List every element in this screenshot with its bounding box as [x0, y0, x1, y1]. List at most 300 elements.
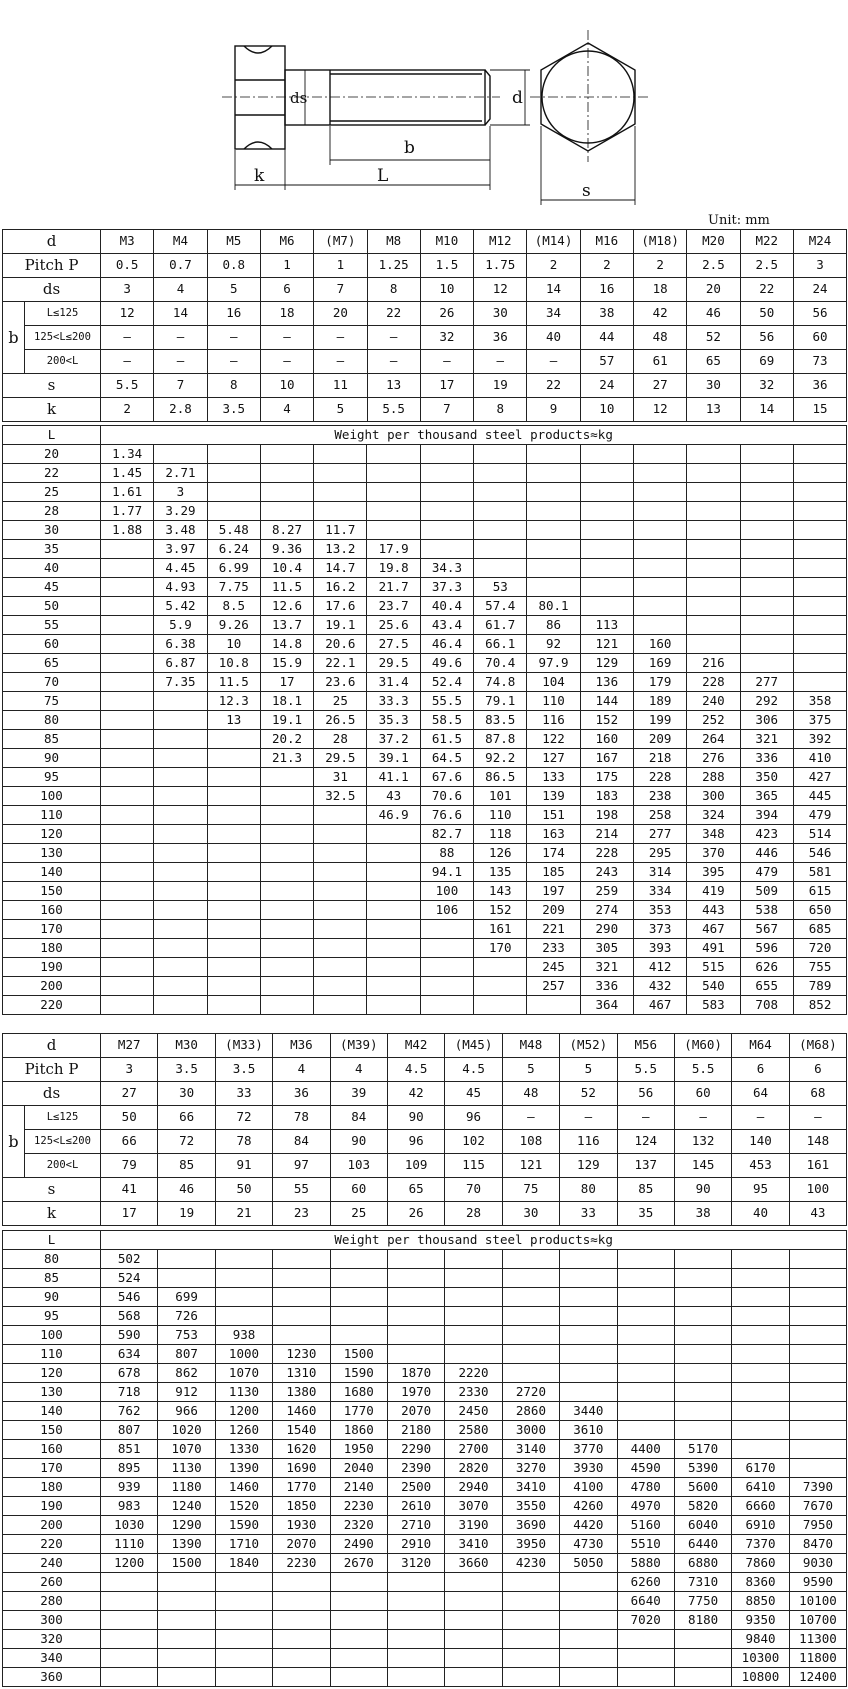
- weight-cell: [260, 958, 313, 977]
- weight-cell: 14.7: [314, 559, 367, 578]
- weight-cell: 1070: [215, 1364, 272, 1383]
- b-label: b: [3, 302, 25, 374]
- weight-cell: 3660: [445, 1554, 502, 1573]
- weight-table-1: [2, 425, 847, 1015]
- spec-value: —: [420, 350, 473, 374]
- weight-row: [3, 1345, 847, 1364]
- spec-value: 5: [314, 398, 367, 422]
- weight-cell: 104: [527, 673, 580, 692]
- weight-cell: 300: [687, 787, 740, 806]
- spec-value: 453: [732, 1154, 789, 1178]
- length-cell: 220: [3, 996, 101, 1015]
- weight-cell: 15.9: [260, 654, 313, 673]
- weight-cell: 160: [580, 730, 633, 749]
- weight-row: [3, 1611, 847, 1630]
- length-cell: 60: [3, 635, 101, 654]
- spec-value: 5.5: [367, 398, 420, 422]
- weight-cell: [101, 806, 154, 825]
- weight-cell: 92: [527, 635, 580, 654]
- spec-value: —: [674, 1106, 731, 1130]
- weight-cell: [367, 901, 420, 920]
- weight-cell: 258: [633, 806, 686, 825]
- length-cell: 340: [3, 1649, 101, 1668]
- spec-value: 46: [687, 302, 740, 326]
- weight-cell: 6.24: [207, 540, 260, 559]
- weight-cell: [793, 483, 846, 502]
- weight-cell: 83.5: [474, 711, 527, 730]
- spec-value: 84: [273, 1130, 330, 1154]
- weight-cell: 3690: [502, 1516, 559, 1535]
- weight-caption-row: [3, 1231, 847, 1250]
- spec-value: —: [474, 350, 527, 374]
- weight-cell: [420, 540, 473, 559]
- weight-cell: [732, 1421, 789, 1440]
- weight-cell: 25: [314, 692, 367, 711]
- weight-cell: 546: [793, 844, 846, 863]
- weight-cell: 1930: [273, 1516, 330, 1535]
- weight-cell: 3440: [560, 1402, 617, 1421]
- length-cell: 28: [3, 502, 101, 521]
- weight-cell: 2040: [330, 1459, 387, 1478]
- weight-cell: [158, 1630, 215, 1649]
- weight-cell: [367, 464, 420, 483]
- weight-cell: [207, 787, 260, 806]
- weight-cell: 2180: [387, 1421, 444, 1440]
- spec-value: —: [617, 1106, 674, 1130]
- spec-value: 121: [502, 1154, 559, 1178]
- weight-cell: 2.71: [154, 464, 207, 483]
- weight-cell: [445, 1592, 502, 1611]
- weight-cell: 11300: [789, 1630, 847, 1649]
- weight-cell: [793, 521, 846, 540]
- weight-cell: [101, 1611, 158, 1630]
- spec-value: 3: [793, 254, 846, 278]
- weight-cell: 214: [580, 825, 633, 844]
- weight-cell: 9350: [732, 1611, 789, 1630]
- weight-cell: 9.36: [260, 540, 313, 559]
- weight-cell: [260, 806, 313, 825]
- weight-cell: [215, 1611, 272, 1630]
- weight-cell: [789, 1326, 847, 1345]
- weight-cell: [580, 597, 633, 616]
- weight-cell: 14.8: [260, 635, 313, 654]
- weight-cell: 321: [580, 958, 633, 977]
- spec-value: 5.5: [674, 1058, 731, 1082]
- weight-cell: [633, 464, 686, 483]
- spec-value: 65: [387, 1178, 444, 1202]
- weight-cell: 540: [687, 977, 740, 996]
- size-header: M42: [387, 1034, 444, 1058]
- weight-cell: 39.1: [367, 749, 420, 768]
- weight-row: [3, 787, 847, 806]
- weight-cell: [101, 559, 154, 578]
- spec-value: —: [260, 350, 313, 374]
- spec-value: 4.5: [445, 1058, 502, 1082]
- weight-cell: [215, 1630, 272, 1649]
- weight-cell: 807: [158, 1345, 215, 1364]
- weight-cell: [674, 1345, 731, 1364]
- weight-cell: 175: [580, 768, 633, 787]
- weight-cell: 3190: [445, 1516, 502, 1535]
- weight-row: [3, 464, 847, 483]
- length-cell: 75: [3, 692, 101, 711]
- size-header: M6: [260, 230, 313, 254]
- weight-cell: 169: [633, 654, 686, 673]
- spec-value: 60: [793, 326, 846, 350]
- weight-cell: [330, 1611, 387, 1630]
- weight-cell: 28: [314, 730, 367, 749]
- spec-value: 44: [580, 326, 633, 350]
- weight-cell: 52.4: [420, 673, 473, 692]
- weight-cell: [101, 996, 154, 1015]
- spec-value: 32: [740, 374, 793, 398]
- spec-value: 78: [215, 1130, 272, 1154]
- weight-cell: [687, 559, 740, 578]
- weight-cell: 3140: [502, 1440, 559, 1459]
- weight-cell: [207, 825, 260, 844]
- spec-value: 80: [560, 1178, 617, 1202]
- length-cell: 45: [3, 578, 101, 597]
- spec-value: 55: [273, 1178, 330, 1202]
- weight-cell: 4400: [617, 1440, 674, 1459]
- weight-cell: 19.8: [367, 559, 420, 578]
- weight-cell: [527, 502, 580, 521]
- spec-value: 19: [474, 374, 527, 398]
- weight-cell: [101, 958, 154, 977]
- weight-cell: 55.5: [420, 692, 473, 711]
- weight-cell: [314, 844, 367, 863]
- weight-cell: [740, 464, 793, 483]
- weight-row: [3, 1649, 847, 1668]
- weight-cell: [273, 1592, 330, 1611]
- weight-cell: 336: [740, 749, 793, 768]
- spec-value: 10: [420, 278, 473, 302]
- weight-cell: 509: [740, 882, 793, 901]
- weight-row: [3, 1630, 847, 1649]
- weight-cell: 1230: [273, 1345, 330, 1364]
- length-cell: 150: [3, 882, 101, 901]
- weight-cell: 292: [740, 692, 793, 711]
- weight-cell: [154, 977, 207, 996]
- length-cell: 25: [3, 483, 101, 502]
- weight-cell: [330, 1288, 387, 1307]
- weight-cell: 348: [687, 825, 740, 844]
- weight-cell: 126: [474, 844, 527, 863]
- spec-value: 40: [732, 1202, 789, 1226]
- weight-cell: 197: [527, 882, 580, 901]
- weight-cell: 634: [101, 1345, 158, 1364]
- spec-value: 0.8: [207, 254, 260, 278]
- weight-cell: [215, 1573, 272, 1592]
- length-cell: 180: [3, 1478, 101, 1497]
- weight-cell: 122: [527, 730, 580, 749]
- weight-cell: 189: [633, 692, 686, 711]
- weight-cell: 61.7: [474, 616, 527, 635]
- spec-value: 103: [330, 1154, 387, 1178]
- spec-row: [3, 1154, 847, 1178]
- weight-cell: [215, 1288, 272, 1307]
- weight-cell: [260, 996, 313, 1015]
- weight-cell: 101: [474, 787, 527, 806]
- weight-row: [3, 483, 847, 502]
- weight-cell: [617, 1364, 674, 1383]
- dim-label-ds: ds: [290, 89, 308, 107]
- weight-cell: [273, 1668, 330, 1687]
- weight-cell: [527, 521, 580, 540]
- weight-cell: 12.6: [260, 597, 313, 616]
- weight-cell: 9.26: [207, 616, 260, 635]
- spec-value: 16: [207, 302, 260, 326]
- weight-cell: 43.4: [420, 616, 473, 635]
- weight-cell: 118: [474, 825, 527, 844]
- weight-cell: 37.2: [367, 730, 420, 749]
- length-cell: 190: [3, 1497, 101, 1516]
- weight-cell: [154, 692, 207, 711]
- weight-cell: [260, 445, 313, 464]
- weight-cell: [445, 1630, 502, 1649]
- spec-value: —: [314, 326, 367, 350]
- spec-value: —: [207, 350, 260, 374]
- weight-cell: [273, 1573, 330, 1592]
- weight-cell: 174: [527, 844, 580, 863]
- weight-cell: [474, 483, 527, 502]
- weight-cell: [617, 1250, 674, 1269]
- weight-cell: [330, 1269, 387, 1288]
- weight-cell: 443: [687, 901, 740, 920]
- spec-row: [3, 350, 847, 374]
- weight-cell: [789, 1364, 847, 1383]
- weight-cell: [314, 939, 367, 958]
- weight-cell: [207, 806, 260, 825]
- weight-row: [3, 635, 847, 654]
- weight-cell: [101, 1573, 158, 1592]
- weight-cell: [560, 1364, 617, 1383]
- weight-cell: 5390: [674, 1459, 731, 1478]
- weight-cell: 33.3: [367, 692, 420, 711]
- weight-cell: [789, 1383, 847, 1402]
- weight-cell: [387, 1345, 444, 1364]
- length-cell: 30: [3, 521, 101, 540]
- weight-cell: [207, 958, 260, 977]
- weight-cell: [154, 939, 207, 958]
- spec-value: 69: [740, 350, 793, 374]
- weight-cell: 46.4: [420, 635, 473, 654]
- weight-cell: [789, 1421, 847, 1440]
- weight-row: [3, 1307, 847, 1326]
- weight-row: [3, 920, 847, 939]
- weight-cell: 1620: [273, 1440, 330, 1459]
- spec-row: [3, 326, 847, 350]
- weight-cell: 49.6: [420, 654, 473, 673]
- spec-row: [3, 254, 847, 278]
- weight-cell: [314, 996, 367, 1015]
- weight-cell: [260, 768, 313, 787]
- weight-cell: 2230: [330, 1497, 387, 1516]
- spec-value: 72: [158, 1130, 215, 1154]
- spec-value: 161: [789, 1154, 846, 1178]
- weight-cell: 43: [367, 787, 420, 806]
- weight-cell: [674, 1288, 731, 1307]
- weight-cell: [633, 597, 686, 616]
- weight-cell: 4260: [560, 1497, 617, 1516]
- weight-cell: 74.8: [474, 673, 527, 692]
- weight-cell: 41.1: [367, 768, 420, 787]
- weight-cell: [158, 1611, 215, 1630]
- size-header: M4: [154, 230, 207, 254]
- weight-cell: 2490: [330, 1535, 387, 1554]
- weight-cell: 10.4: [260, 559, 313, 578]
- spec-value: 2.8: [154, 398, 207, 422]
- weight-cell: [420, 996, 473, 1015]
- length-cell: 70: [3, 673, 101, 692]
- weight-cell: 2820: [445, 1459, 502, 1478]
- length-cell: 180: [3, 939, 101, 958]
- weight-cell: 57.4: [474, 597, 527, 616]
- weight-cell: 364: [580, 996, 633, 1015]
- weight-cell: [474, 540, 527, 559]
- weight-cell: 467: [687, 920, 740, 939]
- weight-cell: [740, 578, 793, 597]
- weight-cell: [674, 1326, 731, 1345]
- length-cell: 90: [3, 749, 101, 768]
- weight-cell: 4780: [617, 1478, 674, 1497]
- spec-value: 38: [674, 1202, 731, 1226]
- weight-row: [3, 673, 847, 692]
- weight-cell: 17.6: [314, 597, 367, 616]
- spec-value: 32: [420, 326, 473, 350]
- weight-cell: [674, 1668, 731, 1687]
- weight-cell: 1.88: [101, 521, 154, 540]
- weight-cell: 160: [633, 635, 686, 654]
- weight-cell: [633, 540, 686, 559]
- weight-cell: [674, 1630, 731, 1649]
- weight-cell: 753: [158, 1326, 215, 1345]
- weight-cell: 76.6: [420, 806, 473, 825]
- weight-cell: 152: [474, 901, 527, 920]
- weight-cell: [474, 977, 527, 996]
- length-cell: 130: [3, 844, 101, 863]
- weight-cell: 4590: [617, 1459, 674, 1478]
- weight-cell: [560, 1383, 617, 1402]
- spec-value: 6: [260, 278, 313, 302]
- length-cell: 40: [3, 559, 101, 578]
- weight-cell: 5820: [674, 1497, 731, 1516]
- weight-cell: 259: [580, 882, 633, 901]
- spec-value: 56: [793, 302, 846, 326]
- spec-value: 22: [740, 278, 793, 302]
- weight-cell: [740, 616, 793, 635]
- weight-cell: [732, 1402, 789, 1421]
- weight-cell: [260, 844, 313, 863]
- weight-cell: [732, 1307, 789, 1326]
- weight-cell: 6410: [732, 1478, 789, 1497]
- weight-cell: 1030: [101, 1516, 158, 1535]
- spec-value: 3.5: [158, 1058, 215, 1082]
- weight-cell: 1500: [158, 1554, 215, 1573]
- weight-row: [3, 711, 847, 730]
- weight-cell: [215, 1307, 272, 1326]
- length-cell: 300: [3, 1611, 101, 1630]
- weight-cell: 1200: [215, 1402, 272, 1421]
- weight-cell: [687, 616, 740, 635]
- weight-cell: [330, 1649, 387, 1668]
- weight-cell: 161: [474, 920, 527, 939]
- weight-cell: 708: [740, 996, 793, 1015]
- weight-cell: 1130: [215, 1383, 272, 1402]
- weight-cell: [527, 540, 580, 559]
- spec-value: 7: [314, 278, 367, 302]
- weight-cell: [732, 1440, 789, 1459]
- weight-cell: 966: [158, 1402, 215, 1421]
- weight-cell: 240: [687, 692, 740, 711]
- weight-cell: 3270: [502, 1459, 559, 1478]
- weight-cell: 1130: [158, 1459, 215, 1478]
- spec-label: k: [3, 1202, 101, 1226]
- spec-value: 68: [789, 1082, 846, 1106]
- weight-cell: [474, 559, 527, 578]
- weight-cell: [367, 844, 420, 863]
- weight-cell: 179: [633, 673, 686, 692]
- weight-cell: [260, 787, 313, 806]
- spec-value: 24: [580, 374, 633, 398]
- weight-cell: 252: [687, 711, 740, 730]
- spec-value: 52: [687, 326, 740, 350]
- spec-value: 27: [101, 1082, 158, 1106]
- weight-cell: [474, 958, 527, 977]
- weight-cell: 1330: [215, 1440, 272, 1459]
- weight-cell: 27.5: [367, 635, 420, 654]
- weight-cell: 1240: [158, 1497, 215, 1516]
- length-cell: 95: [3, 768, 101, 787]
- weight-cell: 370: [687, 844, 740, 863]
- weight-cell: [101, 863, 154, 882]
- weight-cell: [617, 1307, 674, 1326]
- spec-row: [3, 1082, 847, 1106]
- size-header: M64: [732, 1034, 789, 1058]
- size-header: (M52): [560, 1034, 617, 1058]
- length-cell: 160: [3, 901, 101, 920]
- spec-value: 24: [793, 278, 846, 302]
- length-cell: 140: [3, 863, 101, 882]
- weight-cell: [740, 502, 793, 521]
- weight-cell: 445: [793, 787, 846, 806]
- weight-cell: [580, 559, 633, 578]
- weight-cell: 419: [687, 882, 740, 901]
- weight-cell: [367, 863, 420, 882]
- weight-cell: 1770: [330, 1402, 387, 1421]
- weight-cell: 2500: [387, 1478, 444, 1497]
- weight-row: [3, 578, 847, 597]
- weight-cell: 3: [154, 483, 207, 502]
- weight-cell: 3930: [560, 1459, 617, 1478]
- weight-cell: 25.6: [367, 616, 420, 635]
- weight-cell: 228: [633, 768, 686, 787]
- spec-value: —: [560, 1106, 617, 1130]
- weight-cell: 10800: [732, 1668, 789, 1687]
- weight-cell: [793, 616, 846, 635]
- weight-cell: [474, 464, 527, 483]
- spec-value: 43: [789, 1202, 846, 1226]
- weight-cell: 67.6: [420, 768, 473, 787]
- weight-cell: 6440: [674, 1535, 731, 1554]
- weight-cell: [420, 939, 473, 958]
- weight-cell: 8.5: [207, 597, 260, 616]
- size-header: (M33): [215, 1034, 272, 1058]
- spec-row: [3, 278, 847, 302]
- weight-cell: 136: [580, 673, 633, 692]
- weight-cell: [154, 730, 207, 749]
- weight-cell: 3410: [502, 1478, 559, 1497]
